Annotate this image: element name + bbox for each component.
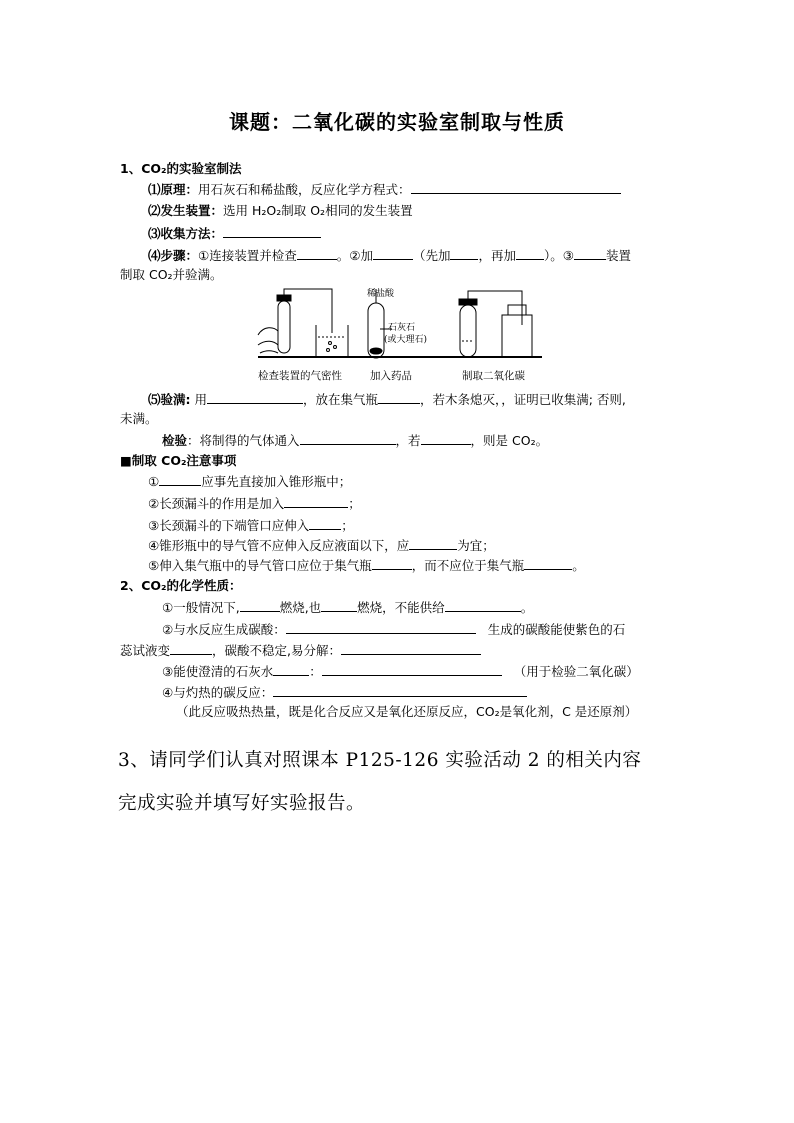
prop-1-blank-3[interactable] [445, 598, 521, 612]
note-4-blank[interactable] [409, 536, 457, 550]
full-check-line [148, 390, 626, 409]
full-text-b: ，放在集气瓶 [302, 392, 378, 407]
full-blank-1[interactable] [207, 390, 303, 404]
full-text-c: ，若木条熄灭，，证明已收集满; 否则, [420, 392, 626, 407]
note-3 [148, 516, 354, 535]
full-text-a: 用 [190, 392, 207, 407]
note-1 [148, 472, 351, 491]
test-tube-1 [278, 301, 290, 353]
steps-text-e: ）。③ [543, 248, 574, 263]
test-blank-2[interactable] [421, 431, 471, 445]
steps-text-f: 装置 [605, 248, 631, 263]
caption-airtight: 检查装置的气密性 [258, 370, 342, 382]
test-line [162, 431, 548, 450]
note-2-text: ②长颈漏斗的作用是加入 [148, 496, 285, 511]
caption-make-co2: 制取二氧化碳 [462, 370, 525, 382]
steps-blank-3[interactable] [450, 246, 478, 260]
steps-line [148, 246, 631, 265]
note-2 [148, 494, 361, 513]
note-5-text: ⑤伸入集气瓶中的导气管口应位于集气瓶 [148, 558, 372, 573]
test-label: 检验 [162, 433, 188, 448]
caption-add-reagent: 加入药品 [370, 370, 412, 382]
prop-3-text-c: （用于检验二氧化碳） [513, 664, 639, 679]
principle-text: 用石灰石和稀盐酸，反应化学方程式： [198, 182, 411, 197]
section1-heading: 1、CO₂的实验室制法 [120, 161, 242, 176]
steps-blank-2[interactable] [373, 246, 413, 260]
note-5-blank-1[interactable] [372, 556, 412, 570]
prop-1-text-b: 燃烧,也 [279, 600, 322, 615]
steps-blank-5[interactable] [574, 246, 606, 260]
property-4-note: （此反应吸热热量，既是化合反应又是氧化还原反应，CO₂是氧化剂，C 是还原剂） [176, 704, 638, 719]
equation-blank[interactable] [411, 180, 621, 194]
prop-2-text-a: ②与水反应生成碳酸： [162, 622, 286, 637]
collect-label: ⑶收集方法： [148, 226, 224, 241]
prop-2-blank-1[interactable] [286, 620, 476, 634]
note-5 [148, 556, 585, 575]
acid-label: 稀盐酸 [367, 289, 395, 299]
steps-text-c: （先加 [412, 248, 451, 263]
collect-blank[interactable] [223, 224, 321, 238]
note-3-end: ； [341, 518, 354, 533]
notes-heading: ■制取 CO₂注意事项 [120, 453, 237, 468]
steps-blank-4[interactable] [516, 246, 544, 260]
property-1 [162, 598, 533, 617]
note-3-text: ③长颈漏斗的下端管口应伸入 [148, 518, 310, 533]
device-line [148, 202, 413, 220]
note-1-text: 应事先直接加入锥形瓶中； [201, 474, 352, 489]
hand-shape [258, 328, 278, 353]
section3-line-2: 完成实验并填写好实验报告。 [118, 793, 366, 814]
prop-1-blank-2[interactable] [321, 598, 357, 612]
principle-line [148, 180, 621, 199]
note-4-end: 为宜； [457, 538, 495, 553]
note-5-blank-2[interactable] [524, 556, 572, 570]
full-label: ⑸验满: [148, 392, 191, 407]
prop-4-text-a: ④与灼热的碳反应： [162, 685, 274, 700]
note-1-num: ① [148, 474, 160, 489]
full-check-line-2: 未满。 [120, 411, 158, 426]
principle-label: ⑴原理： [148, 182, 199, 197]
prop-3-text-a: ③能使澄清的石灰水 [162, 664, 274, 679]
full-blank-2[interactable] [378, 390, 420, 404]
gas-bottle [502, 315, 532, 357]
stone-label: 石灰石 [388, 323, 416, 333]
section3-line-1: 3、请同学们认真对照课本 P125-126 实验活动 2 的相关内容 [118, 750, 642, 771]
page-title: 课题：二氧化碳的实验室制取与性质 [229, 110, 565, 134]
steps-line-2: 制取 CO₂并验满。 [120, 267, 223, 282]
prop-1-text-c: 燃烧，不能供给 [357, 600, 445, 615]
note-4 [148, 536, 495, 555]
prop-2-text-b: 生成的碳酸能使紫色的石 [487, 622, 626, 637]
stone-label-2: (或大理石) [384, 335, 428, 345]
steps-text-a: ①连接装置并检查 [198, 248, 297, 263]
steps-text-d: ，再加 [478, 248, 516, 263]
test-blank-1[interactable] [300, 431, 396, 445]
prop-3-text-b: ： [309, 664, 322, 679]
prop-2b-blank-1[interactable] [170, 641, 212, 655]
steps-label: ⑷步骤： [148, 248, 199, 263]
steps-text-b: 。②加 [336, 248, 373, 263]
note-3-blank[interactable] [309, 516, 341, 530]
prop-2b-text-b: ，碳酸不稳定,易分解： [212, 643, 341, 658]
device-label: ⑵发生装置： [148, 203, 224, 218]
prop-2b-text-a: 蕊试液变 [120, 643, 171, 658]
prop-3-blank-1[interactable] [273, 662, 309, 676]
test-text-b: ，若 [395, 433, 421, 448]
device-text: 选用 H₂O₂制取 O₂相同的发生装置 [223, 203, 413, 218]
prop-2b-blank-2[interactable] [341, 641, 481, 655]
prop-3-blank-2[interactable] [322, 662, 502, 676]
prop-1-text-d: 。 [520, 600, 534, 615]
note-5-end: 。 [572, 558, 585, 573]
note-1-blank[interactable] [159, 472, 201, 486]
test-text-a: ：将制得的气体通入 [187, 433, 300, 448]
prop-4-blank[interactable] [273, 683, 527, 697]
note-2-end: ； [348, 496, 361, 511]
property-2 [162, 620, 625, 639]
test-text-c: ，则是 CO₂。 [470, 433, 549, 448]
prop-1-blank-1[interactable] [240, 598, 280, 612]
note-4-text: ④锥形瓶中的导气管不应伸入反应液面以下，应 [148, 538, 410, 553]
note-2-blank[interactable] [284, 494, 348, 508]
section2-heading: 2、CO₂的化学性质： [120, 578, 242, 593]
property-3 [162, 662, 639, 681]
property-4 [162, 683, 527, 702]
steps-blank-1[interactable] [297, 246, 337, 260]
prop-1-text-a: ①一般情况下, [162, 600, 240, 615]
collect-line [148, 224, 321, 243]
note-5-mid: ，而不应位于集气瓶 [411, 558, 525, 573]
property-2-line-2 [120, 641, 481, 660]
test-tube-3 [460, 305, 476, 357]
